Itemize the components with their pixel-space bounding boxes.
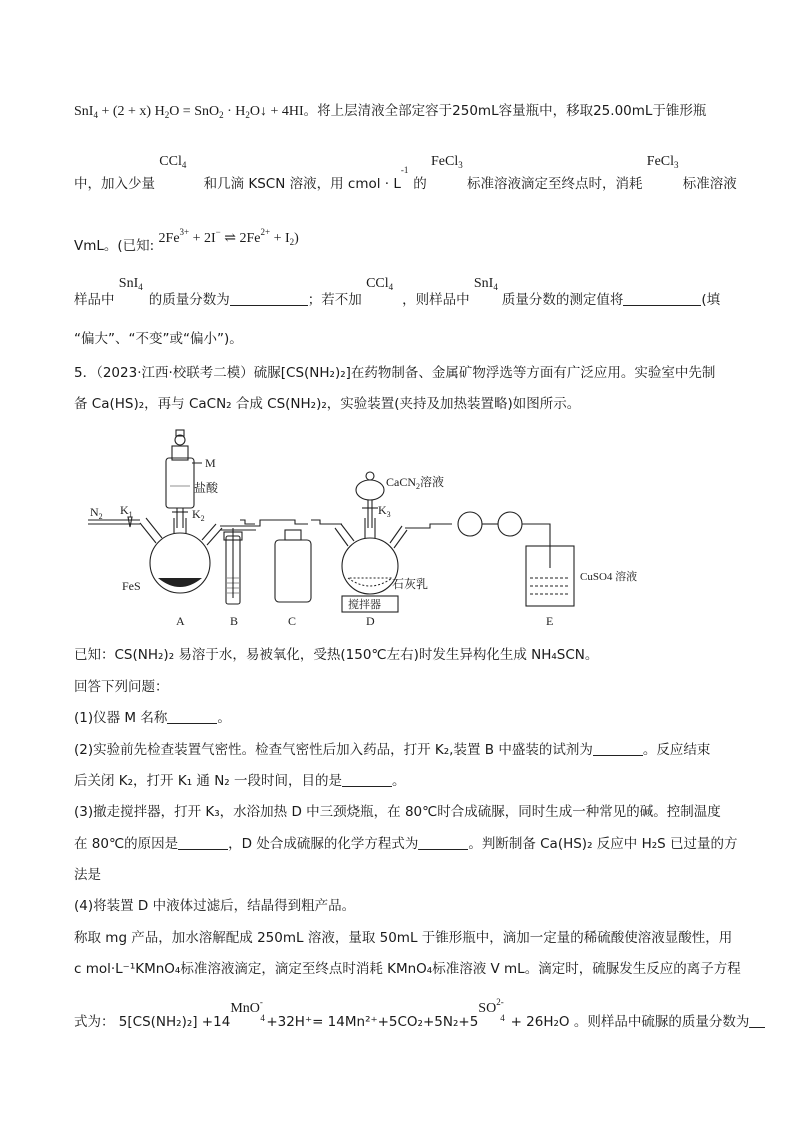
- text-segment: 在 80℃的原因是: [74, 836, 179, 852]
- text-segment: 标准溶液滴定至终点时，消耗: [467, 176, 643, 192]
- formula-ccl4: CCl$_4$: [159, 154, 187, 170]
- text-segment: 。判断制备 Ca(HS)₂ 反应中 H₂S 已过量的方: [468, 836, 738, 852]
- text-segment: ，则样品中: [402, 292, 470, 308]
- label-e: E: [546, 614, 554, 628]
- line-options: “偏大”、“不变”或“偏小”)。: [74, 331, 243, 347]
- answer-blank-q2-purpose[interactable]: [342, 772, 392, 787]
- label-lime: 石灰乳: [392, 577, 429, 591]
- label-m: M: [205, 456, 216, 470]
- question-4-line2: 称取 mg 产品，加水溶解配成 250mL 溶液，量取 50mL 于锥形瓶中，滴加一定量的稀硫酸使溶液显酸性，用: [74, 930, 733, 946]
- text-segment: VmL。(已知:: [74, 238, 155, 254]
- text-segment: ；若不加: [307, 292, 362, 308]
- formula-fe-iodide: $2Fe^{3+} + 2I^-$ ⇌ $2Fe^{2+} + I_2$): [158, 227, 299, 247]
- label-c: C: [288, 614, 297, 628]
- line1-text: 。将上层清液全部定容于250mL容量瓶中，移取25.00mL于锥形瓶: [303, 103, 707, 119]
- question-1: [74, 708, 231, 728]
- text-segment: (2)实验前先检查装置气密性。检查气密性后加入药品，打开 K₂,装置 B 中盛装的试剂为: [74, 742, 593, 758]
- label-b: B: [230, 614, 239, 628]
- label-fes: FeS: [122, 579, 141, 593]
- line-mass-fraction: [74, 276, 721, 310]
- text-segment: (填: [701, 292, 721, 308]
- answer-blank-q3-equation[interactable]: [418, 835, 468, 850]
- formula-so4: $SO^{2-}$ 4: [478, 997, 505, 1023]
- text-segment: + 26H₂O 。则样品中硫脲的质量分数为: [506, 1014, 750, 1030]
- formula-sni4-b: SnI$_4$: [473, 276, 498, 292]
- question-4-line1: (4)将装置 D 中液体过滤后，结晶得到粗产品。: [74, 898, 356, 914]
- answer-intro: 回答下列问题：: [74, 679, 169, 695]
- text-segment: 。反应结束: [642, 742, 711, 758]
- cuso4-liquid: [530, 578, 570, 594]
- label-stirrer: 搅拌器: [348, 599, 381, 611]
- answer-blank-measured-value[interactable]: [623, 291, 701, 306]
- line-titration: [74, 154, 737, 194]
- text-segment: 和几滴 KSCN 溶液，用 cmol · L: [203, 176, 401, 192]
- bottle-c: [275, 540, 311, 602]
- label-k3: $K_3$: [378, 503, 391, 519]
- bulb-2: [498, 512, 522, 536]
- label-d: D: [366, 614, 375, 628]
- formula-ccl4-b: CCl$_4$: [366, 276, 394, 292]
- text-segment: 的: [413, 176, 427, 192]
- text-segment: 式为： 5[CS(NH₂)₂] +14: [74, 1014, 231, 1030]
- label-a: A: [176, 614, 185, 628]
- question-4-line3: c mol·L⁻¹KMnO₄标准溶液滴定，滴定至终点时消耗 KMnO₄标准溶液 V mL。滴定时，硫脲发生反应的离子方程: [74, 961, 741, 977]
- text-segment: +32H⁺= 14Mn²⁺+5CO₂+5N₂+5: [266, 1014, 479, 1030]
- question-2-line2: [74, 771, 406, 791]
- label-cuso4: CuSO4 溶液: [580, 571, 638, 583]
- text-segment: 后关闭 K₂，打开 K₁ 通 N₂ 一段时间，目的是: [74, 773, 342, 789]
- text-segment: 。: [217, 710, 231, 726]
- lime-slurry: [348, 578, 392, 586]
- flask-d: [342, 538, 398, 594]
- question-5-stem-line1: 5．（2023·江西·校联考二模）硫脲[CS(NH₂)₂]在药物制备、金属矿物浮选等方面有广泛应用。实验室中先制: [74, 365, 716, 381]
- text-segment: 质量分数的测定值将: [501, 292, 624, 308]
- label-k2: $K_2$: [192, 507, 205, 523]
- label-n2: $N_2$: [90, 505, 103, 521]
- fes-solid: [158, 578, 202, 587]
- question-4-line4: [74, 997, 765, 1032]
- text-segment: 标准溶液: [682, 176, 737, 192]
- line-equation-sni4: [74, 101, 706, 125]
- answer-blank-q1[interactable]: [167, 709, 217, 724]
- answer-blank-mass-fraction[interactable]: [230, 291, 308, 306]
- label-cacn2: CaCN$_2$溶液: [386, 475, 445, 491]
- funnel-d: [356, 480, 384, 500]
- hydrolysis-equation: SnI$_4$ + (2 + x) $H_2O = SnO_2$ · $H_2O↓ + 4HI$: [74, 104, 304, 120]
- label-k1: $K_1$: [120, 503, 133, 519]
- known-info: 已知：CS(NH₂)₂ 易溶于水，易被氧化，受热(150℃左右)时发生异构化生成 NH₄SCN。: [74, 647, 599, 663]
- formula-fecl3: FeCl$_3$: [431, 154, 463, 170]
- bulb-1: [458, 512, 482, 536]
- dropping-funnel-m: [166, 458, 194, 508]
- text-segment: (1)仪器 M 名称: [74, 710, 168, 726]
- question-2-line1: [74, 740, 710, 760]
- apparatus-diagram: [80, 428, 640, 628]
- text-segment: ，D 处合成硫脲的化学方程式为: [228, 836, 419, 852]
- text-segment: 的质量分数为: [148, 292, 230, 308]
- formula-sni4: SnI$_4$: [118, 276, 143, 292]
- superscript-minus1: -1: [400, 165, 409, 175]
- text-segment: 。: [392, 773, 406, 789]
- line-known-equation: [74, 227, 319, 256]
- question-3-line3: 法是: [74, 867, 101, 883]
- formula-mno4: MnO- 4: [230, 997, 265, 1023]
- formula-fecl3-b: FeCl$_3$: [646, 154, 679, 170]
- text-segment: 中，加入少量: [74, 176, 155, 192]
- question-3-line1: (3)撤走搅拌器，打开 K₃，水浴加热 D 中三颈烧瓶，在 80℃时合成硫脲，同时生成一种常见的碱。控制温度: [74, 804, 721, 820]
- question-3-line2: [74, 834, 738, 854]
- question-5-stem-line2: 备 Ca(HS)₂，再与 CaCN₂ 合成 CS(NH₂)₂，实验装置(夹持及加热装置略)如图所示。: [74, 396, 581, 412]
- answer-blank-q2-reagent[interactable]: [593, 741, 643, 756]
- label-hcl: 盐酸: [194, 481, 219, 495]
- answer-blank-q3-reason[interactable]: [178, 835, 228, 850]
- answer-blank-q4-fraction[interactable]: [749, 1013, 765, 1028]
- text-segment: 样品中: [74, 292, 115, 308]
